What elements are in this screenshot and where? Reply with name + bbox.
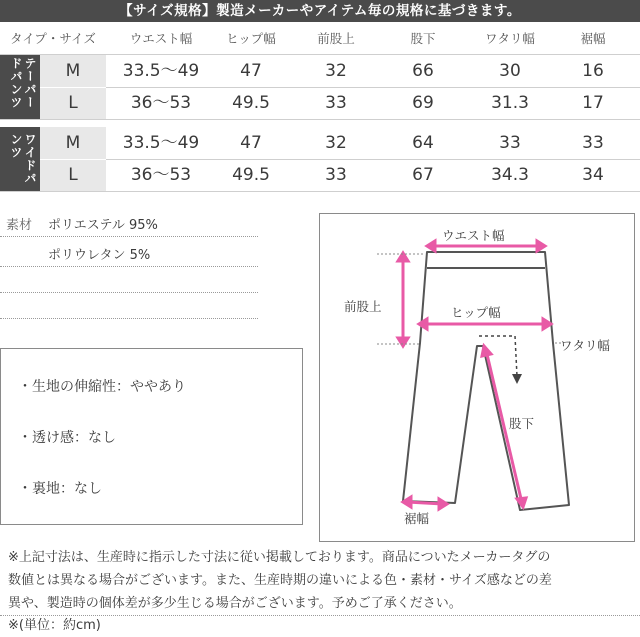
table-cell-inseam: 64 (412, 133, 434, 153)
material-line-1: ポリエステル 95% (48, 218, 158, 233)
hip-arrow-right (543, 319, 551, 329)
waist-arrow-right (537, 241, 545, 251)
label-rise: 前股上 (344, 299, 382, 314)
inseam-arrow-top (482, 346, 491, 356)
thigh-arrow-tip (512, 374, 522, 384)
header-waist: ウエスト幅 (129, 31, 193, 46)
material-line-2: ポリウレタン 5% (48, 248, 151, 263)
table-cell-rise: 33 (325, 165, 347, 185)
group-name-tapered: テーパードパンツ (9, 57, 37, 109)
table-cell-hem: 16 (582, 61, 604, 81)
dotted-divider (0, 236, 258, 237)
header-hem: 裾幅 (580, 31, 606, 46)
table-cell-inseam: 66 (412, 61, 434, 81)
label-hip: ヒップ幅 (451, 305, 501, 320)
header-thigh: ワタリ幅 (485, 31, 535, 46)
group-divider (0, 119, 640, 120)
table-cell-hip: 47 (240, 133, 262, 153)
waist-arrow-left (427, 241, 435, 251)
label-thigh: ワタリ幅 (560, 338, 610, 353)
group-label-wide (0, 127, 40, 191)
feature-sheerness: ・透け感：なし (18, 430, 116, 446)
header-hip: ヒップ幅 (226, 31, 276, 46)
label-waist: ウエスト幅 (442, 228, 505, 243)
table-cell-hip: 49.5 (232, 165, 270, 185)
table-cell-thigh: 30 (499, 61, 521, 81)
unit-note: ※(単位：約cm) (8, 618, 101, 633)
group-label-tapered (0, 55, 40, 119)
feature-lining: ・裏地：なし (18, 481, 102, 497)
table-cell-hem: 33 (582, 133, 604, 153)
hem-arrow-right (439, 499, 447, 509)
label-hem: 裾幅 (404, 511, 430, 526)
dotted-divider (0, 266, 258, 267)
note-line-3: 異や、製造時の個体差が多少生じる場合がございます。予めご了承ください。 (8, 596, 462, 611)
size-spec-banner: 【サイズ規格】製造メーカーやアイテム毎の規格に基づきます。 (0, 0, 640, 22)
pants-diagram (319, 213, 635, 542)
rise-arrow-bottom (398, 338, 408, 346)
header-type-size: タイプ・サイズ (10, 31, 96, 46)
dotted-divider (0, 318, 258, 319)
thigh-measure-drop (515, 336, 517, 376)
table-cell-rise: 32 (325, 133, 347, 153)
size-cell: M (40, 55, 106, 87)
note-line-1: ※上記寸法は、生産時に指示した寸法に従い掲載しております。商品についたメーカータグの (8, 550, 551, 565)
table-cell-hem: 17 (582, 93, 604, 113)
table-cell-thigh: 33 (499, 133, 521, 153)
table-cell-waist: 36〜53 (130, 93, 192, 113)
group-name-wide: ワイドパンツ (9, 133, 37, 185)
header-rise: 前股上 (317, 31, 355, 46)
table-cell-hip: 49.5 (232, 93, 270, 113)
table-cell-waist: 33.5〜49 (122, 133, 200, 153)
table-cell-hip: 47 (240, 61, 262, 81)
header-inseam: 股下 (410, 31, 436, 46)
note-line-2: 数値とは異なる場合がございます。また、生産時期の違いによる色・素材・サイズ感などの差 (8, 573, 552, 588)
size-cell: M (40, 127, 106, 159)
size-cell: L (40, 160, 106, 191)
dotted-divider (0, 292, 258, 293)
size-cell: L (40, 88, 106, 119)
table-cell-rise: 33 (325, 93, 347, 113)
table-cell-hem: 34 (582, 165, 604, 185)
table-cell-inseam: 69 (412, 93, 434, 113)
group-divider (0, 191, 640, 192)
table-cell-waist: 33.5〜49 (122, 61, 200, 81)
pants-outline (403, 252, 569, 510)
feature-stretch: ・生地の伸縮性：ややあり (18, 379, 186, 395)
table-cell-waist: 36〜53 (130, 165, 192, 185)
table-cell-inseam: 67 (412, 165, 434, 185)
table-cell-thigh: 31.3 (491, 93, 529, 113)
label-inseam: 股下 (509, 416, 535, 431)
material-label: 素材 (6, 218, 33, 233)
table-cell-thigh: 34.3 (491, 165, 529, 185)
table-cell-rise: 32 (325, 61, 347, 81)
